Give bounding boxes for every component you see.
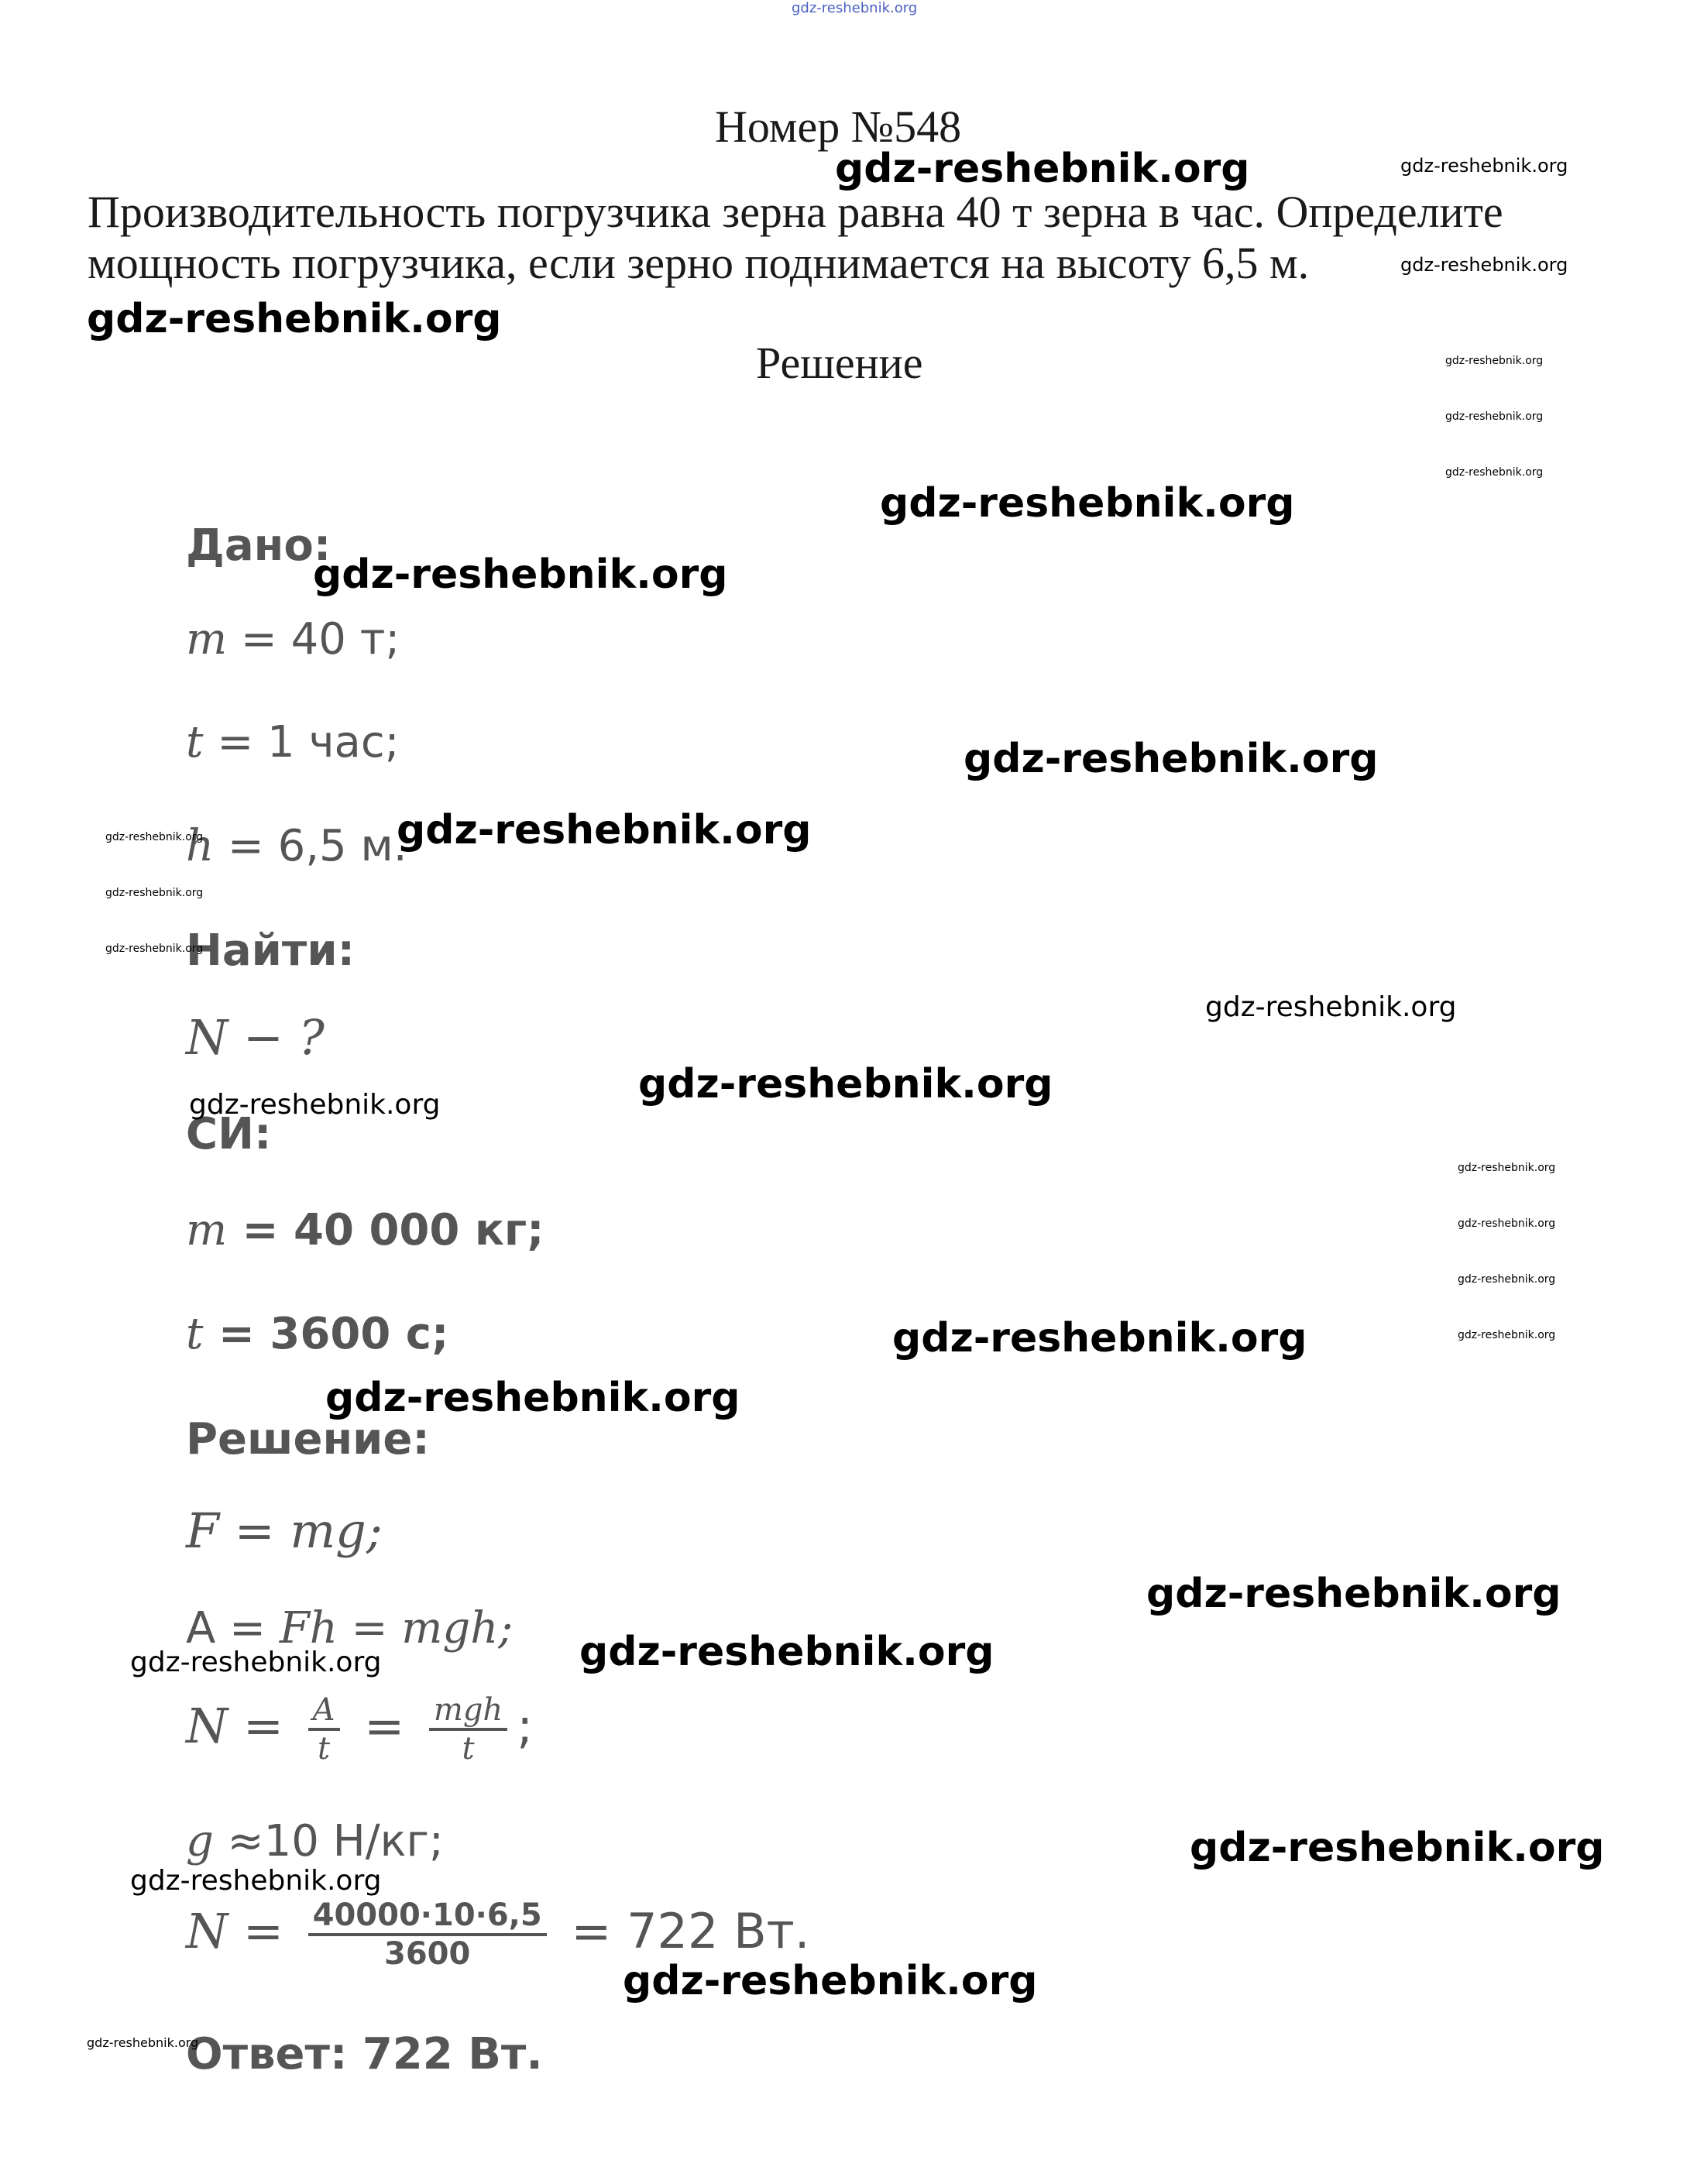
find-expression: N − ? [186, 1009, 325, 1066]
header-link[interactable]: gdz-reshebnik.org [792, 0, 918, 16]
page-title: Номер №548 [715, 101, 962, 152]
watermark-text: gdz-reshebnik.org [313, 551, 728, 598]
watermark-text: gdz-reshebnik.org [1458, 1162, 1556, 1174]
formula-work: A = Fh = mgh; [186, 1603, 514, 1653]
watermark-text: gdz-reshebnik.org [87, 2035, 199, 2050]
find-heading: Найти: [186, 925, 355, 976]
solution-steps-heading: Решение: [186, 1414, 430, 1465]
si-heading: СИ: [186, 1109, 272, 1159]
watermark-text: gdz-reshebnik.org [1458, 1273, 1556, 1286]
formula-power: N = $\frac{A}{t}$ = $\frac{\text{mgh}}{t}$ ; [186, 1692, 534, 1767]
watermark-text: gdz-reshebnik.org [1400, 254, 1568, 276]
watermark-text: gdz-reshebnik.org [892, 1315, 1307, 1362]
watermark-text: gdz-reshebnik.org [1146, 1571, 1561, 1617]
si-time: t = 3600 с; [186, 1309, 449, 1359]
watermark-text: gdz-reshebnik.org [964, 736, 1379, 782]
watermark-text: gdz-reshebnik.org [579, 1629, 994, 1675]
given-mass: m = 40 т; [186, 614, 400, 664]
watermark-text: gdz-reshebnik.org [1400, 155, 1568, 177]
power-calculation: N = $\frac{40000\cdot 10\cdot 6,5}{3600}$ = 722 Вт. [186, 1897, 810, 1972]
watermark-text: gdz-reshebnik.org [623, 1958, 1038, 2004]
watermark-text: gdz-reshebnik.org [325, 1375, 740, 1421]
watermark-text: gdz-reshebnik.org [835, 146, 1250, 192]
gravity-value: g ≈10 Н/кг; [186, 1816, 444, 1866]
given-time: t = 1 час; [186, 717, 400, 767]
watermark-text: gdz-reshebnik.org [1445, 466, 1544, 479]
watermark-text: gdz-reshebnik.org [105, 943, 204, 955]
watermark-text: gdz-reshebnik.org [880, 480, 1295, 527]
watermark-text: gdz-reshebnik.org [1445, 410, 1544, 423]
given-height: h = 6,5 м. [186, 821, 407, 871]
watermark-text: gdz-reshebnik.org [87, 296, 502, 342]
solution-heading: Решение [756, 338, 923, 388]
watermark-text: gdz-reshebnik.org [130, 1647, 382, 1678]
watermark-text: gdz-reshebnik.org [1458, 1217, 1556, 1230]
answer-text: Ответ: 722 Вт. [186, 2029, 543, 2079]
watermark-text: gdz-reshebnik.org [105, 831, 204, 843]
problem-text-line-1: Производительность погрузчика зерна равна 40 т зерна в час. Определите [88, 187, 1503, 237]
watermark-text: gdz-reshebnik.org [397, 807, 812, 853]
watermark-text: gdz-reshebnik.org [1445, 355, 1544, 367]
formula-force: F = mg; [186, 1502, 383, 1559]
watermark-text: gdz-reshebnik.org [638, 1061, 1053, 1107]
watermark-text: gdz-reshebnik.org [1458, 1329, 1556, 1341]
problem-text-line-2: мощность погрузчика, если зерно поднимается на высоту 6,5 м. [88, 238, 1310, 288]
given-heading: Дано: [186, 520, 331, 571]
watermark-text: gdz-reshebnik.org [189, 1089, 441, 1121]
watermark-text: gdz-reshebnik.org [1205, 991, 1457, 1023]
watermark-text: gdz-reshebnik.org [1190, 1825, 1605, 1871]
watermark-text: gdz-reshebnik.org [130, 1865, 382, 1897]
si-mass: m = 40 000 кг; [186, 1205, 544, 1255]
watermark-text: gdz-reshebnik.org [105, 887, 204, 899]
